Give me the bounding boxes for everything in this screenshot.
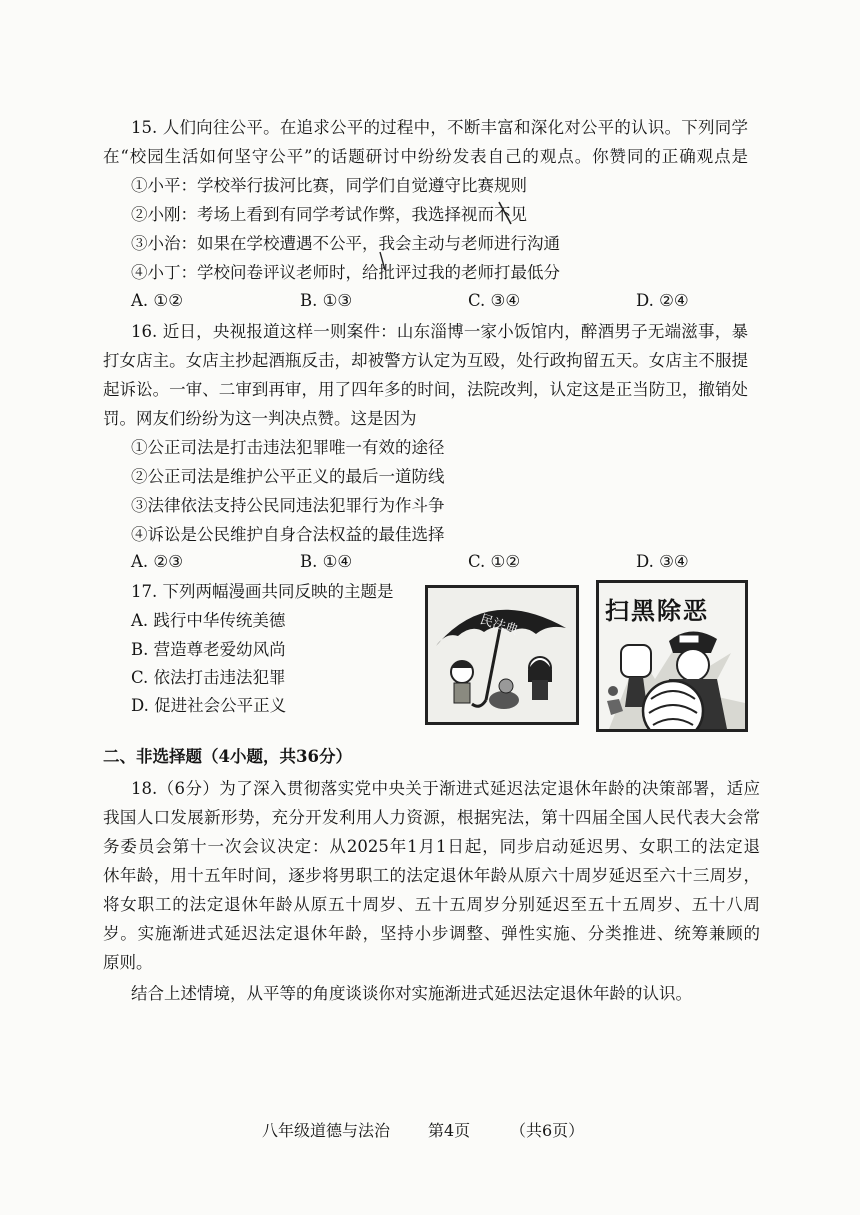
- cartoon-anti-crime-title: 扫黑除恶: [605, 597, 709, 625]
- cartoon-umbrella: [425, 585, 579, 725]
- q17-option-c: C. 依法打击违法犯罪: [131, 668, 286, 687]
- q17-option-a: A. 践行中华传统美德: [131, 611, 286, 630]
- footer-subject: 八年级道德与法治: [262, 1121, 391, 1140]
- q17-stem: 17. 下列两幅漫画共同反映的主题是: [131, 582, 394, 601]
- q15-option-a: A. ①②: [131, 291, 183, 310]
- q17-option-d: D. 促进社会公平正义: [131, 696, 287, 715]
- q18-stem-line-2: 我国人口发展新形势，充分开发利用人力资源，根据宪法，第十四届全国人民代表大会常: [103, 808, 760, 827]
- q15-option-d: D. ②④: [636, 291, 689, 310]
- cartoon-anti-crime: [596, 580, 748, 732]
- q17-option-b: B. 营造尊老爱幼风尚: [131, 640, 286, 659]
- umbrella-cartoon-illustration: [428, 588, 576, 722]
- q18-stem-line-3: 务委员会第十一次会议决定：从2025年1月1日起，同步启动延迟男、女职工的法定退: [103, 837, 760, 856]
- q16-option-c: C. ①②: [468, 552, 521, 571]
- q16-item-3: ③法律依法支持公民同违法犯罪行为作斗争: [131, 496, 445, 515]
- footer-page-number: 第4页: [428, 1121, 471, 1140]
- q15-stem-line-1: 15. 人们向往公平。在追求公平的过程中，不断丰富和深化对公平的认识。下列同学: [131, 118, 748, 137]
- q15-item-1: ①小平：学校举行拔河比赛，同学们自觉遵守比赛规则: [131, 176, 527, 195]
- q15-option-c: C. ③④: [468, 291, 521, 310]
- q18-stem-line-4: 休年龄，用十五年时间，逐步将男职工的法定退休年龄从原六十周岁延迟至六十三周岁，: [103, 866, 760, 885]
- q16-option-d: D. ③④: [636, 552, 689, 571]
- q18-stem-line-7: 原则。: [103, 953, 153, 972]
- q16-option-a: A. ②③: [131, 552, 183, 571]
- q16-stem-line-4: 罚。网友们纷纷为这一判决点赞。这是因为: [103, 409, 417, 428]
- q16-option-b: B. ①④: [300, 552, 353, 571]
- q16-item-1: ①公正司法是打击违法犯罪唯一有效的途径: [131, 438, 445, 457]
- cartoon-umbrella-label: 民法典: [478, 612, 520, 639]
- q16-item-2: ②公正司法是维护公平正义的最后一道防线: [131, 467, 445, 486]
- q18-prompt: 结合上述情境，从平等的角度谈谈你对实施渐进式延迟法定退休年龄的认识。: [131, 984, 692, 1003]
- section-heading: 二、非选择题（4小题，共36分）: [103, 747, 352, 766]
- q15-stem-line-2: 在“校园生活如何坚守公平”的话题研讨中纷纷发表自己的观点。你赞同的正确观点是: [103, 147, 748, 166]
- q18-stem-line-1: 18.（6分）为了深入贯彻落实党中央关于渐进式延迟法定退休年龄的决策部署，适应: [131, 779, 760, 798]
- q16-stem-line-1: 16. 近日，央视报道这样一则案件：山东淄博一家小饭馆内，醉酒男子无端滋事，暴: [131, 322, 748, 341]
- q15-option-b: B. ①③: [300, 291, 353, 310]
- q18-stem-line-6: 岁。实施渐进式延迟法定退休年龄，坚持小步调整、弹性实施、分类推进、统筹兼顾的: [103, 924, 760, 943]
- q16-stem-line-2: 打女店主。女店主抄起酒瓶反击，却被警方认定为互殴，处行政拘留五天。女店主不服提: [103, 351, 748, 370]
- pen-stroke-mark: [496, 200, 520, 228]
- pen-stroke-mark: [376, 250, 390, 274]
- footer-total-pages: （共6页）: [510, 1121, 585, 1140]
- q15-item-2: ②小刚：考场上看到有同学考试作弊，我选择视而不见: [131, 205, 527, 224]
- q15-item-3: ③小治：如果在学校遭遇不公平，我会主动与老师进行沟通: [131, 234, 560, 253]
- q16-item-4: ④诉讼是公民维护自身合法权益的最佳选择: [131, 525, 445, 544]
- q15-item-4: ④小丁：学校问卷评议老师时，给批评过我的老师打最低分: [131, 263, 560, 282]
- q16-stem-line-3: 起诉讼。一审、二审到再审，用了四年多的时间，法院改判，认定这是正当防卫，撤销处: [103, 380, 748, 399]
- q18-stem-line-5: 将女职工的法定退休年龄从原五十周岁、五十五周岁分别延迟至五十五周岁、五十八周: [103, 895, 760, 914]
